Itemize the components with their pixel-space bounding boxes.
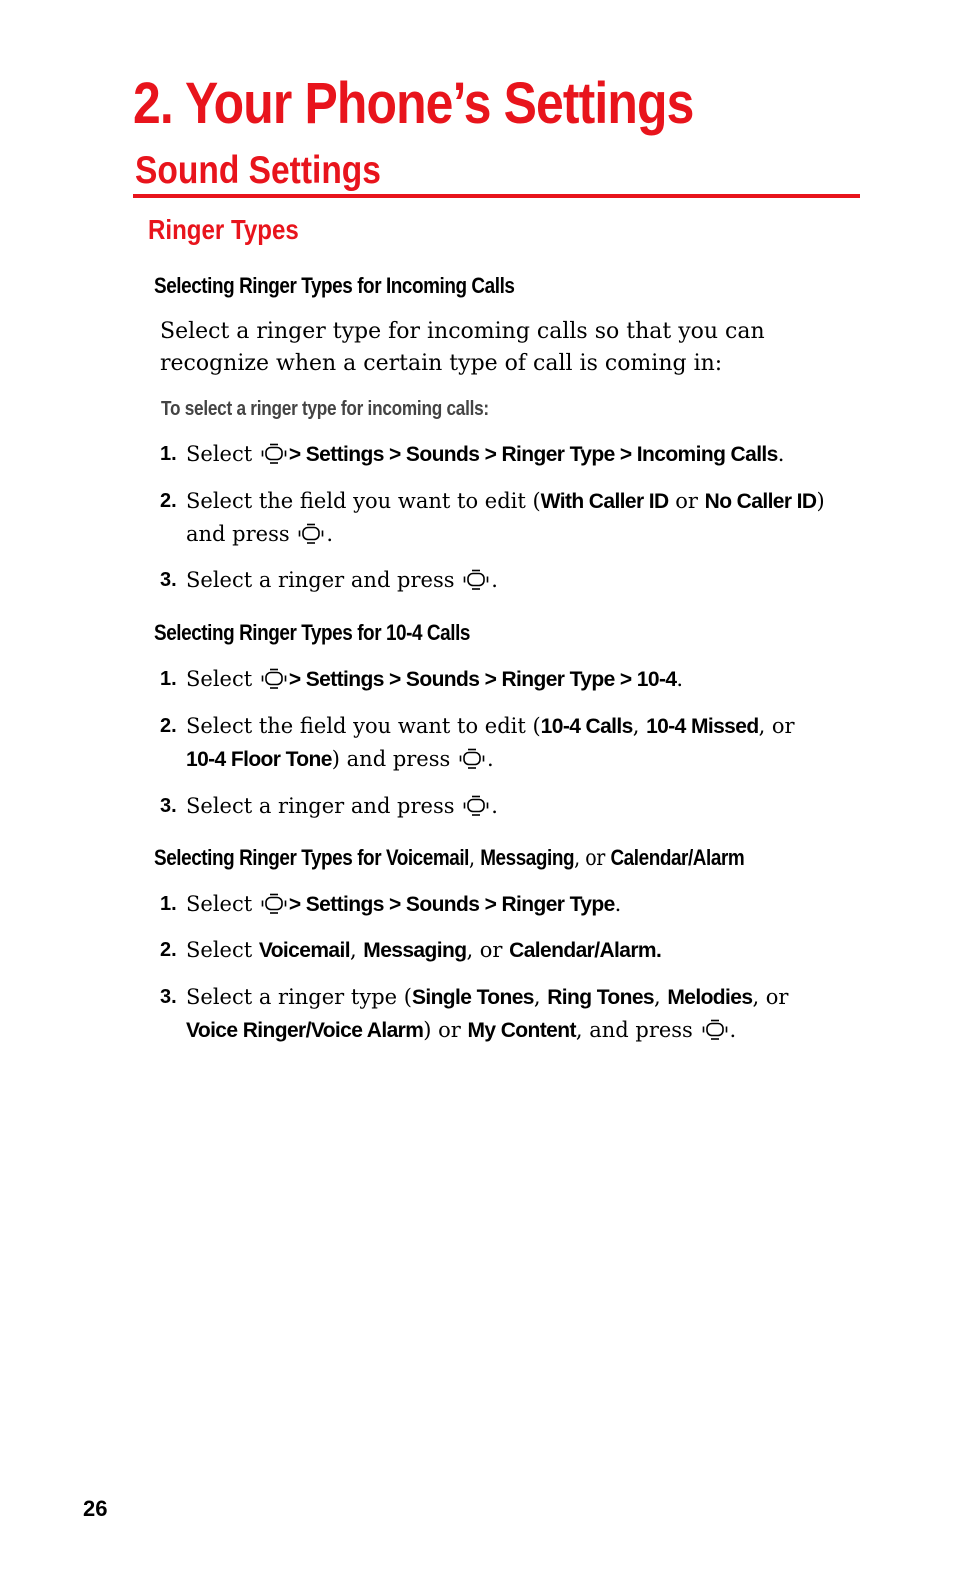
step-1: 1. Select > Settings > Sounds > Ringer Type. [160,888,850,921]
step-3: 3. Select a ringer type (Single Tones, Ring Tones, Melodies, or Voice Ringer/Voice Alarm) or My Content, and press . [160,981,850,1047]
procedure-label: To select a ringer type for incoming calls: [161,398,489,420]
menu-ok-key-icon [298,523,324,545]
step-2: 2. Select Voicemail, Messaging, or Calendar/Alarm. [160,934,850,967]
step-1: 1. Select > Settings > Sounds > Ringer Type > 10-4. [160,663,850,696]
menu-ok-key-icon [261,443,287,465]
step-number: 2. [160,715,177,737]
menu-ok-key-icon [463,569,489,591]
menu-path: > Settings > Sounds > Ringer Type > Incoming Calls [288,443,778,466]
step-number: 3. [160,569,177,591]
subsection-title: Ringer Types [148,214,299,245]
menu-ok-key-icon [459,748,485,770]
step-number: 2. [160,490,177,512]
step-2: 2. Select the field you want to edit (With Caller ID or No Caller ID) and press . [160,485,850,551]
step-number: 1. [160,668,177,690]
topic-heading-voicemail: Selecting Ringer Types for Voicemail, Messaging, or Calendar/Alarm [154,845,745,871]
step-3: 3. Select a ringer and press . [160,564,850,597]
menu-ok-key-icon [463,795,489,817]
menu-ok-key-icon [261,893,287,915]
menu-path: > Settings > Sounds > Ringer Type > 10-4 [288,668,677,691]
menu-ok-key-icon [702,1019,728,1041]
section-title: Sound Settings [135,149,381,192]
topic-intro: Select a ringer type for incoming calls so that you can recognize when a certain type of call is coming in: [160,319,765,376]
step-3: 3. Select a ringer and press . [160,790,850,823]
topic-heading-10-4: Selecting Ringer Types for 10-4 Calls [154,620,470,645]
section-rule [133,194,860,198]
menu-ok-key-icon [261,668,287,690]
step-number: 2. [160,939,177,961]
step-number: 1. [160,893,177,915]
step-1: 1. Select > Settings > Sounds > Ringer Type > Incoming Calls. [160,438,850,471]
menu-path: > Settings > Sounds > Ringer Type [288,893,615,916]
step-number: 1. [160,443,177,465]
step-number: 3. [160,795,177,817]
step-number: 3. [160,986,177,1008]
topic-heading-incoming: Selecting Ringer Types for Incoming Calls [154,273,515,298]
step-2: 2. Select the field you want to edit (10-4 Calls, 10-4 Missed, or 10-4 Floor Tone) and press . [160,710,850,776]
chapter-title: 2. Your Phone’s Settings [133,71,694,136]
page-number: 26 [83,1496,108,1521]
